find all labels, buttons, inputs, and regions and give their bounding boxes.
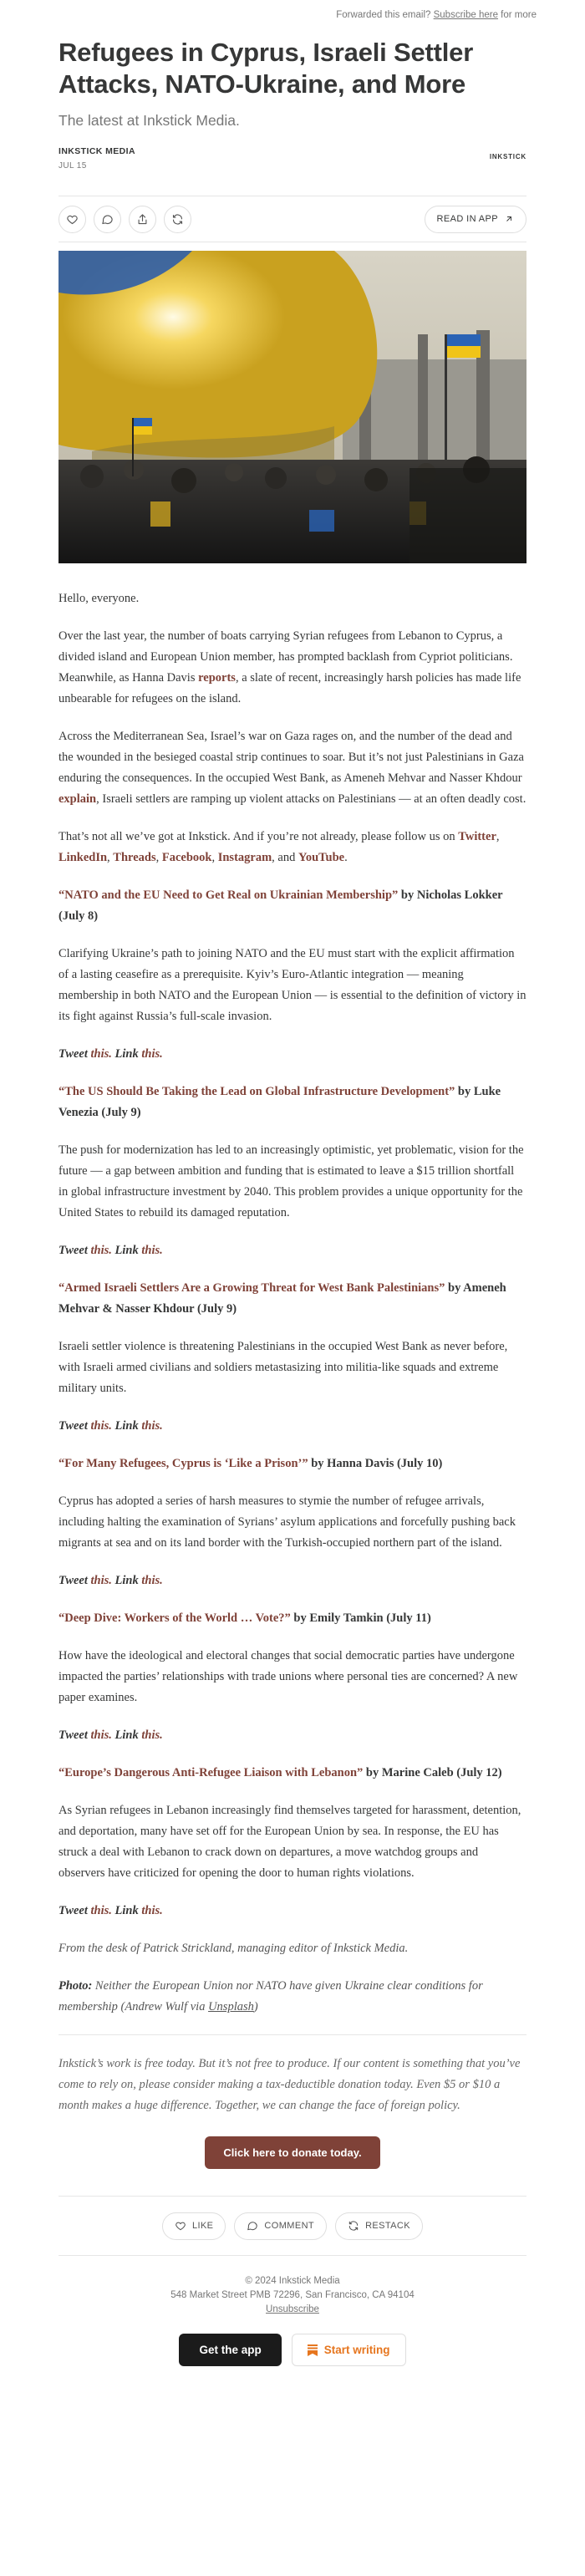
tweet-this-link[interactable]: this.	[90, 1574, 112, 1587]
tweet-link-line: Tweet this. Link this.	[58, 1419, 163, 1433]
article-title-link[interactable]: “NATO and the EU Need to Get Real on Ukrainian Membership”	[58, 888, 399, 902]
article-heading: “Europe’s Dangerous Anti-Refugee Liaison with Lebanon” by Marine Caleb (July 12)	[58, 1766, 502, 1779]
get-the-app-button[interactable]: Get the app	[179, 2334, 281, 2366]
article-summary: How have the ideological and electoral changes that social democratic parties have undergone impacted the parties’ relationships with trade unions where personal ties are concerned? A new paper examines.	[58, 1649, 518, 1704]
article-title-link[interactable]: “For Many Refugees, Cyprus is ‘Like a Prison’”	[58, 1457, 308, 1470]
tweet-link-line: Tweet this. Link this.	[58, 1574, 163, 1587]
restack-icon	[348, 2220, 359, 2232]
tweet-this-link[interactable]: this.	[90, 1904, 112, 1917]
restack-button[interactable]	[164, 206, 191, 233]
donate-button[interactable]: Click here to donate today.	[205, 2136, 379, 2169]
read-in-app-label: READ IN APP	[436, 214, 498, 224]
divider	[58, 2034, 526, 2035]
article-title-link[interactable]: “Europe’s Dangerous Anti-Refugee Liaison with Lebanon”	[58, 1766, 364, 1779]
article-heading: “For Many Refugees, Cyprus is ‘Like a Prison’” by Hanna Davis (July 10)	[58, 1457, 443, 1470]
comment-icon	[101, 213, 114, 226]
photo-credit: Photo: Neither the European Union nor NATO have given Ukraine clear conditions for membership (Andrew Wulf via Unsplash)	[58, 1979, 483, 2013]
instagram-link[interactable]: Instagram	[217, 851, 272, 864]
tweet-this-link[interactable]: this.	[90, 1047, 112, 1061]
article-heading: “Armed Israeli Settlers Are a Growing Threat for West Bank Palestinians” by Ameneh Mehvar & Nasser Khdour (July 9)	[58, 1281, 506, 1316]
tweet-link-line: Tweet this. Link this.	[58, 1244, 163, 1257]
unsplash-link[interactable]: Unsplash	[208, 2000, 254, 2013]
footer-comment-button[interactable]	[234, 2212, 327, 2240]
post-subtitle: The latest at Inkstick Media.	[58, 112, 240, 129]
link-this-link[interactable]: this.	[141, 1244, 163, 1257]
subscribe-link[interactable]: Subscribe here	[433, 10, 498, 20]
like-button[interactable]	[58, 206, 86, 233]
article-summary: Cyprus has adopted a series of harsh measures to stymie the number of refugee arrivals, including halting the examination of Syrians’ asylum applications and forcefully pushing back migrants at sea and on its land border with the Turkish-occupied northern part of the island.	[58, 1494, 516, 1550]
comment-button[interactable]	[94, 206, 121, 233]
app-cta-row	[58, 2334, 526, 2366]
follow-paragraph: That’s not all we’ve got at Inkstick. And if you’re not already, please follow us on Twitter, LinkedIn, Threads, Facebook, Instagram, and YouTube.	[58, 830, 500, 864]
start-writing-label: Start writing	[323, 2344, 390, 2356]
address: 548 Market Street PMB 72296, San Francisco, CA 94104	[170, 2290, 415, 2300]
tweet-this-link[interactable]: this.	[90, 1419, 112, 1433]
linkedin-link[interactable]: LinkedIn	[58, 851, 108, 864]
publication-name[interactable]: INKSTICK MEDIA	[58, 146, 135, 156]
youtube-link[interactable]: YouTube	[298, 851, 345, 864]
footer-action-bar	[58, 2196, 526, 2256]
article-title-link[interactable]: “Deep Dive: Workers of the World … Vote?”	[58, 1611, 291, 1625]
post-body	[58, 588, 526, 2018]
threads-link[interactable]: Threads	[113, 851, 156, 864]
article-summary: The push for modernization has led to an increasingly optimistic, yet problematic, vision for the future — a gap between ambition and funding that is estimated to leave a $15 trillion shortfall in global infrastructure investment by 2040. This problem provides a unique opportunity for the United States to rebuild its damaged reputation.	[58, 1143, 524, 1219]
link-this-link[interactable]: this.	[141, 1574, 163, 1587]
tweet-link-line: Tweet this. Link this.	[58, 1728, 163, 1742]
forwarded-suffix: for more	[501, 10, 537, 20]
read-in-app-button[interactable]	[425, 206, 526, 233]
reports-link[interactable]: reports	[198, 671, 236, 685]
link-this-link[interactable]: this.	[141, 1904, 163, 1917]
link-this-link[interactable]: this.	[141, 1047, 163, 1061]
article-heading: “Deep Dive: Workers of the World … Vote?” by Emily Tamkin (July 11)	[58, 1611, 431, 1625]
share-button[interactable]	[129, 206, 156, 233]
greeting: Hello, everyone.	[58, 592, 140, 605]
share-icon	[136, 213, 149, 226]
article-title-link[interactable]: “The US Should Be Taking the Lead on Global Infrastructure Development”	[58, 1085, 455, 1098]
twitter-link[interactable]: Twitter	[458, 830, 496, 843]
restack-label: RESTACK	[365, 2221, 411, 2231]
copyright: © 2024 Inkstick Media	[245, 2276, 340, 2286]
post-date: JUL 15	[58, 161, 87, 171]
arrow-up-right-icon	[504, 214, 514, 224]
explain-link[interactable]: explain	[58, 792, 97, 806]
like-label: LIKE	[191, 2221, 214, 2231]
comment-icon	[247, 2220, 258, 2232]
hero-image[interactable]	[58, 251, 526, 563]
footer-like-button[interactable]	[162, 2212, 226, 2240]
link-this-link[interactable]: this.	[141, 1419, 163, 1433]
tweet-this-link[interactable]: this.	[90, 1728, 112, 1742]
facebook-link[interactable]: Facebook	[161, 851, 212, 864]
post-title[interactable]: Refugees in Cyprus, Israeli Settler Attacks, NATO-Ukraine, and More	[58, 38, 474, 99]
post-meta	[58, 146, 526, 171]
heart-icon	[66, 213, 79, 226]
start-writing-button[interactable]	[292, 2334, 406, 2366]
substack-icon	[308, 2344, 318, 2356]
donate-appeal: Inkstick’s work is free today. But it’s not free to produce. If our content is something that you’ve come to rely on, please consider making a tax-deductible donation today. Even $5 or $10 a month makes a huge difference. Together, we can change the face of foreign policy.	[58, 2057, 521, 2112]
action-bar	[58, 196, 526, 242]
comment-label: COMMENT	[264, 2221, 315, 2231]
article-summary: Israeli settler violence is threatening Palestinians in the occupied West Bank as never before, with Israeli armed civilians and soldiers metastasizing into militia-like squads and extreme military units.	[58, 1340, 508, 1395]
article-heading: “NATO and the EU Need to Get Real on Ukrainian Membership” by Nicholas Lokker (July 8)	[58, 888, 503, 923]
article-title-link[interactable]: “Armed Israeli Settlers Are a Growing Threat for West Bank Palestinians”	[58, 1281, 445, 1295]
article-summary: Clarifying Ukraine’s path to joining NATO and the EU must start with the explicit affirmation of a lasting ceasefire as a prerequisite. Kyiv’s Euro-Atlantic integration — meaning membership in both NATO and the European Union — is essential to the definition of victory in its fight against Russia’s full-scale invasion.	[58, 947, 526, 1023]
forwarded-text: Forwarded this email?	[336, 10, 431, 20]
publication-logo[interactable]: INKSTICK	[489, 153, 526, 160]
forwarded-banner	[0, 0, 585, 27]
unsubscribe-link[interactable]: Unsubscribe	[266, 2304, 319, 2314]
intro-paragraph-1: Over the last year, the number of boats carrying Syrian refugees from Lebanon to Cyprus, a divided island and European Union member, has prompted backlash from Cypriot politicians. Meanwhile, as Hanna Davis reports, a slate of recent, increasingly harsh policies has made life unbearable for refugees on the island.	[58, 629, 521, 705]
hero-photo-illustration	[58, 251, 526, 563]
link-this-link[interactable]: this.	[141, 1728, 163, 1742]
heart-icon	[175, 2220, 186, 2232]
tweet-this-link[interactable]: this.	[90, 1244, 112, 1257]
article-heading: “The US Should Be Taking the Lead on Global Infrastructure Development” by Luke Venezia (July 9)	[58, 1085, 501, 1119]
article-summary: As Syrian refugees in Lebanon increasingly find themselves targeted for harassment, detention, and deportation, many have set off for the European Union by sea. In response, the EU has struck a deal with Lebanon to crack down on departures, a move watchdog groups and observers have criticized for opening the door to human rights violations.	[58, 1804, 521, 1880]
tweet-link-line: Tweet this. Link this.	[58, 1047, 163, 1061]
restack-icon	[171, 213, 184, 226]
tweet-link-line: Tweet this. Link this.	[58, 1904, 163, 1917]
intro-paragraph-2: Across the Mediterranean Sea, Israel’s war on Gaza rages on, and the number of the dead and the wounded in the besieged coastal strip continues to soar. But it’s not just Palestinians in Gaza enduring the consequences. In the occupied West Bank, as Ameneh Mehvar and Nasser Khdour explain, Israeli settlers are ramping up violent attacks on Palestinians — at an often deadly cost.	[58, 730, 526, 806]
editor-signoff: From the desk of Patrick Strickland, managing editor of Inkstick Media.	[58, 1942, 409, 1955]
email-footer	[58, 2274, 526, 2317]
footer-restack-button[interactable]	[335, 2212, 423, 2240]
